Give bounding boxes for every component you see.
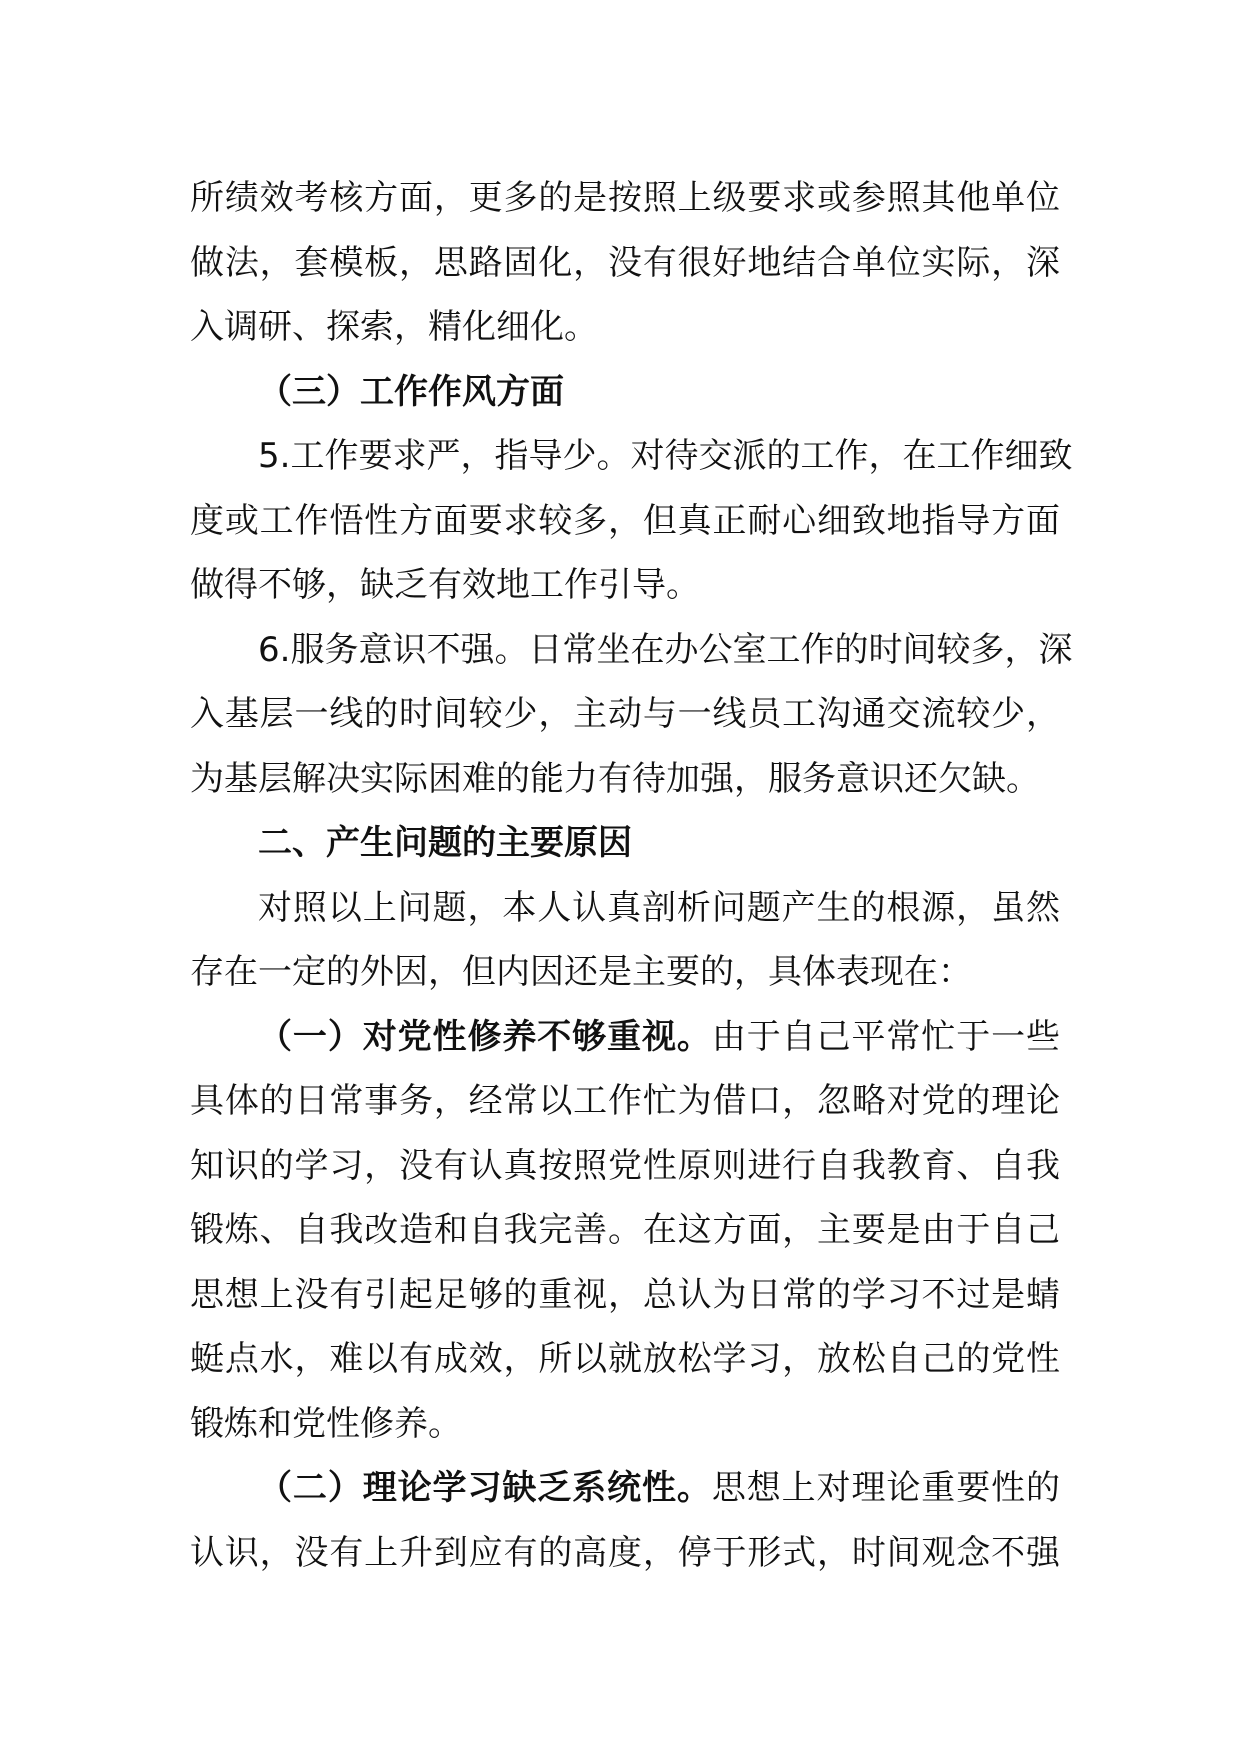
text-line: 入调研、探索，精化细化。	[190, 307, 598, 347]
text-line: 所绩效考核方面，更多的是按照上级要求或参照其他单位	[190, 178, 1060, 218]
text-line: 知识的学习，没有认真按照党性原则进行自我教育、自我	[190, 1145, 1060, 1186]
text-line: 存在一定的外因，但内因还是主要的，具体表现在：	[190, 952, 972, 992]
cause-2-title: （二）理论学习缺乏系统性。	[258, 1468, 712, 1508]
text-line: 度或工作悟性方面要求较多，但真正耐心细致地指导方面	[190, 500, 1060, 541]
text-line	[190, 1456, 1060, 1521]
paragraph-cause-1	[190, 1005, 1060, 1457]
document-body	[190, 166, 1073, 1585]
text-line: 做得不够，缺乏有效地工作引导。	[190, 565, 700, 605]
text-line: 思想上没有引起足够的重视，总认为日常的学习不过是蜻	[190, 1274, 1060, 1315]
text-line: 做法，套模板，思路固化，没有很好地结合单位实际，深	[190, 242, 1060, 283]
text-line: 5.工作要求严，指导少。对待交派的工作，在工作细致	[258, 436, 1073, 476]
section-heading-work-style: （三）工作作风方面	[258, 371, 564, 412]
paragraph-causes-intro	[190, 876, 1060, 1005]
text-line: 入基层一线的时间较少，主动与一线员工沟通交流较少，	[190, 694, 1060, 734]
text-line: 对照以上问题，本人认真剖析问题产生的根源，虽然	[258, 887, 1060, 928]
paragraph-performance-assessment	[190, 166, 1060, 360]
text-line: 认识，没有上升到应有的高度，停于形式，时间观念不强	[190, 1532, 1060, 1573]
cause-1-title: （一）对党性修养不够重视。	[258, 1016, 712, 1057]
text-line: 6.服务意识不强。日常坐在办公室工作的时间较多，深	[258, 629, 1073, 670]
text-line: 蜓点水，难以有成效，所以就放松学习，放松自己的党性	[190, 1339, 1060, 1379]
cause-1-text: 由于自己平常忙于一些	[711, 1016, 1061, 1057]
paragraph-cause-2	[190, 1456, 1060, 1585]
section-heading-main-causes: 二、产生问题的主要原因	[258, 823, 632, 863]
text-line: 为基层解决实际困难的能力有待加强，服务意识还欠缺。	[190, 758, 1040, 799]
paragraph-item-6	[190, 618, 1073, 812]
text-line: 具体的日常事务，经常以工作忙为借口，忽略对党的理论	[190, 1081, 1060, 1121]
text-line: 锻炼和党性修养。	[190, 1403, 462, 1444]
text-line	[190, 1005, 1060, 1070]
paragraph-item-5	[190, 424, 1073, 618]
cause-2-text: 思想上对理论重要性的	[711, 1468, 1061, 1508]
text-line: 锻炼、自我改造和自我完善。在这方面，主要是由于自己	[190, 1210, 1060, 1250]
